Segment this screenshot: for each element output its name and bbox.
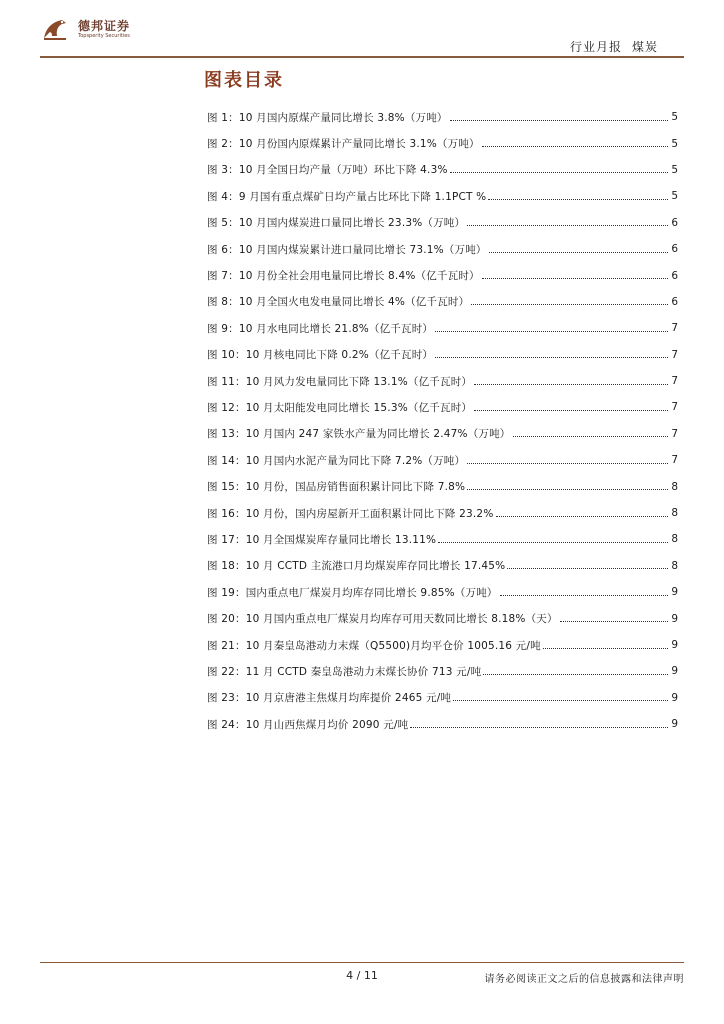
toc-dot-leader xyxy=(560,621,668,622)
toc-entry-page: 5 xyxy=(671,163,678,176)
brand-logo-icon xyxy=(40,14,70,44)
toc-entry-label: 图 22：11 月 CCTD 秦皇岛港动力末煤长协价 713 元/吨 xyxy=(207,665,482,678)
toc-entry-page: 8 xyxy=(671,559,678,572)
toc-entry-page: 8 xyxy=(671,533,678,546)
brand-name-cn: 德邦证券 xyxy=(78,18,131,33)
doc-type: 行业月报 xyxy=(569,40,622,54)
toc-dot-leader xyxy=(500,595,668,596)
toc-dot-leader xyxy=(482,146,668,147)
toc-entry[interactable] xyxy=(207,368,678,394)
sector-name: 煤炭 xyxy=(631,40,658,54)
toc-entry-label: 图 4：9 月国有重点煤矿日均产量占比环比下降 1.1PCT % xyxy=(207,190,487,203)
toc-entry-page: 5 xyxy=(671,137,678,150)
toc-entry-label: 图 6：10 月国内煤炭累计进口量同比增长 73.1%（万吨） xyxy=(207,243,487,256)
toc-dot-leader xyxy=(453,700,668,701)
toc-entry-label: 图 13：10 月国内 247 家铁水产量为同比增长 2.47%（万吨） xyxy=(207,428,511,441)
toc-entry[interactable] xyxy=(207,658,678,684)
toc-entry-label: 图 18：10 月 CCTD 主流港口月均煤炭库存同比增长 17.45% xyxy=(207,560,506,573)
toc-entry[interactable] xyxy=(207,315,678,341)
toc-entry[interactable] xyxy=(207,553,678,579)
toc-entry-label: 图 17：10 月全国煤炭库存量同比增长 13.11% xyxy=(207,533,437,546)
toc-dot-leader xyxy=(438,542,668,543)
toc-entry[interactable] xyxy=(207,342,678,368)
toc-entry[interactable] xyxy=(207,130,678,156)
toc-entry-page: 7 xyxy=(671,401,678,414)
brand-name-en: Topsperity Securities xyxy=(78,32,130,39)
toc-dot-leader xyxy=(474,410,668,411)
toc-entry-label: 图 23：10 月京唐港主焦煤月均库提价 2465 元/吨 xyxy=(207,692,452,705)
toc-entry-label: 图 3：10 月全国日均产量（万吨）环比下降 4.3% xyxy=(207,164,448,177)
page-number: 4 / 11 xyxy=(346,969,378,982)
toc-dot-leader xyxy=(474,384,668,385)
toc-entry-page: 9 xyxy=(671,586,678,599)
toc-entry[interactable] xyxy=(207,711,678,737)
toc-entry-page: 7 xyxy=(671,427,678,440)
toc-entry-label: 图 8：10 月全国火电发电量同比增长 4%（亿千瓦时） xyxy=(207,296,470,309)
toc-entry[interactable] xyxy=(207,605,678,631)
toc-entry-label: 图 2：10 月份国内原煤累计产量同比增长 3.1%（万吨） xyxy=(207,138,480,151)
toc-entry-page: 9 xyxy=(671,691,678,704)
toc-entry[interactable] xyxy=(207,579,678,605)
brand-logo xyxy=(40,14,130,44)
toc-dot-leader xyxy=(435,357,668,358)
toc-dot-leader xyxy=(467,463,668,464)
toc-entry[interactable] xyxy=(207,262,678,288)
toc-entry-page: 9 xyxy=(671,639,678,651)
toc-dot-leader xyxy=(489,252,668,253)
toc-entry[interactable] xyxy=(207,685,678,711)
toc-entry-label: 图 20：10 月国内重点电厂煤炭月均库存可用天数同比增长 8.18%（天） xyxy=(207,613,558,626)
toc-entry-label: 图 9：10 月水电同比增长 21.8%（亿千瓦时） xyxy=(207,322,434,335)
toc-entry-page: 7 xyxy=(671,375,678,388)
toc-entry-label: 图 11：10 月风力发电量同比下降 13.1%（亿千瓦时） xyxy=(207,375,473,388)
toc-entry[interactable] xyxy=(207,473,678,499)
toc-dot-leader xyxy=(450,120,668,121)
toc-entry-label: 图 7：10 月份全社会用电量同比增长 8.4%（亿千瓦时） xyxy=(207,270,480,283)
toc-entry-page: 9 xyxy=(671,612,678,625)
toc-entry[interactable] xyxy=(207,236,678,262)
toc-entry-page: 8 xyxy=(671,507,678,520)
toc-dot-leader xyxy=(410,727,668,728)
toc-entry-page: 9 xyxy=(671,718,678,731)
toc-entry-page: 6 xyxy=(671,269,678,282)
toc-entry-label: 图 14：10 月国内水泥产量为同比下降 7.2%（万吨） xyxy=(207,454,466,467)
toc-entry[interactable] xyxy=(207,632,678,658)
toc-entry[interactable] xyxy=(207,183,678,209)
toc-entry[interactable] xyxy=(207,526,678,552)
toc-dot-leader xyxy=(543,648,668,649)
toc-entry-page: 7 xyxy=(671,322,678,335)
toc-entry-label: 图 21：10 月秦皇岛港动力末煤（Q5500)月均平仓价 1005.16 元/吨 xyxy=(207,639,541,652)
toc-entry-label: 图 19：国内重点电厂煤炭月均库存同比增长 9.85%（万吨） xyxy=(207,586,498,599)
toc-entry-label: 图 16：10 月份，国内房屋新开工面积累计同比下降 23.2% xyxy=(207,507,494,520)
toc-entry-label: 图 1：10 月国内原煤产量同比增长 3.8%（万吨） xyxy=(207,111,448,124)
toc-entry[interactable] xyxy=(207,157,678,183)
toc-entry-page: 6 xyxy=(671,295,678,308)
header-divider xyxy=(40,56,684,58)
toc-entry-page: 9 xyxy=(671,665,678,678)
toc-dot-leader xyxy=(467,489,668,490)
toc-entry-label: 图 12：10 月太阳能发电同比增长 15.3%（亿千瓦时） xyxy=(207,401,473,414)
toc-entry-page: 7 xyxy=(671,454,678,467)
toc-dot-leader xyxy=(496,516,669,517)
toc-entry[interactable] xyxy=(207,394,678,420)
toc-entry-page: 6 xyxy=(671,216,678,229)
toc-entry-page: 5 xyxy=(671,190,678,203)
toc-dot-leader xyxy=(471,304,668,305)
toc-entry[interactable] xyxy=(207,447,678,473)
toc-dot-leader xyxy=(482,278,668,279)
section-title: 图表目录 xyxy=(204,70,284,91)
toc-entry[interactable] xyxy=(207,421,678,447)
toc-entry[interactable] xyxy=(207,104,678,130)
legal-disclaimer: 请务必阅读正文之后的信息披露和法律声明 xyxy=(484,974,684,985)
toc-entry-label: 图 15：10 月份，国品房销售面积累计同比下降 7.8% xyxy=(207,481,466,494)
toc-dot-leader xyxy=(450,172,668,173)
toc-entry-label: 图 5：10 月国内煤炭进口量同比增长 23.3%（万吨） xyxy=(207,217,466,230)
toc-entry[interactable] xyxy=(207,500,678,526)
toc-entry[interactable] xyxy=(207,210,678,236)
toc-entry-page: 7 xyxy=(671,348,678,361)
footer-divider xyxy=(40,962,684,963)
figure-index-list xyxy=(207,104,678,737)
toc-entry-label: 图 10：10 月核电同比下降 0.2%（亿千瓦时） xyxy=(207,349,434,362)
toc-dot-leader xyxy=(467,225,668,226)
toc-entry-label: 图 24：10 月山西焦煤月均价 2090 元/吨 xyxy=(207,718,409,731)
toc-entry-page: 8 xyxy=(671,480,678,493)
toc-dot-leader xyxy=(513,436,668,437)
toc-dot-leader xyxy=(483,674,668,675)
toc-dot-leader xyxy=(435,331,668,332)
toc-entry-page: 6 xyxy=(671,243,678,256)
toc-dot-leader xyxy=(507,568,668,569)
report-category xyxy=(570,38,658,55)
toc-entry[interactable] xyxy=(207,289,678,315)
toc-dot-leader xyxy=(488,199,668,200)
toc-entry-page: 5 xyxy=(671,111,678,124)
